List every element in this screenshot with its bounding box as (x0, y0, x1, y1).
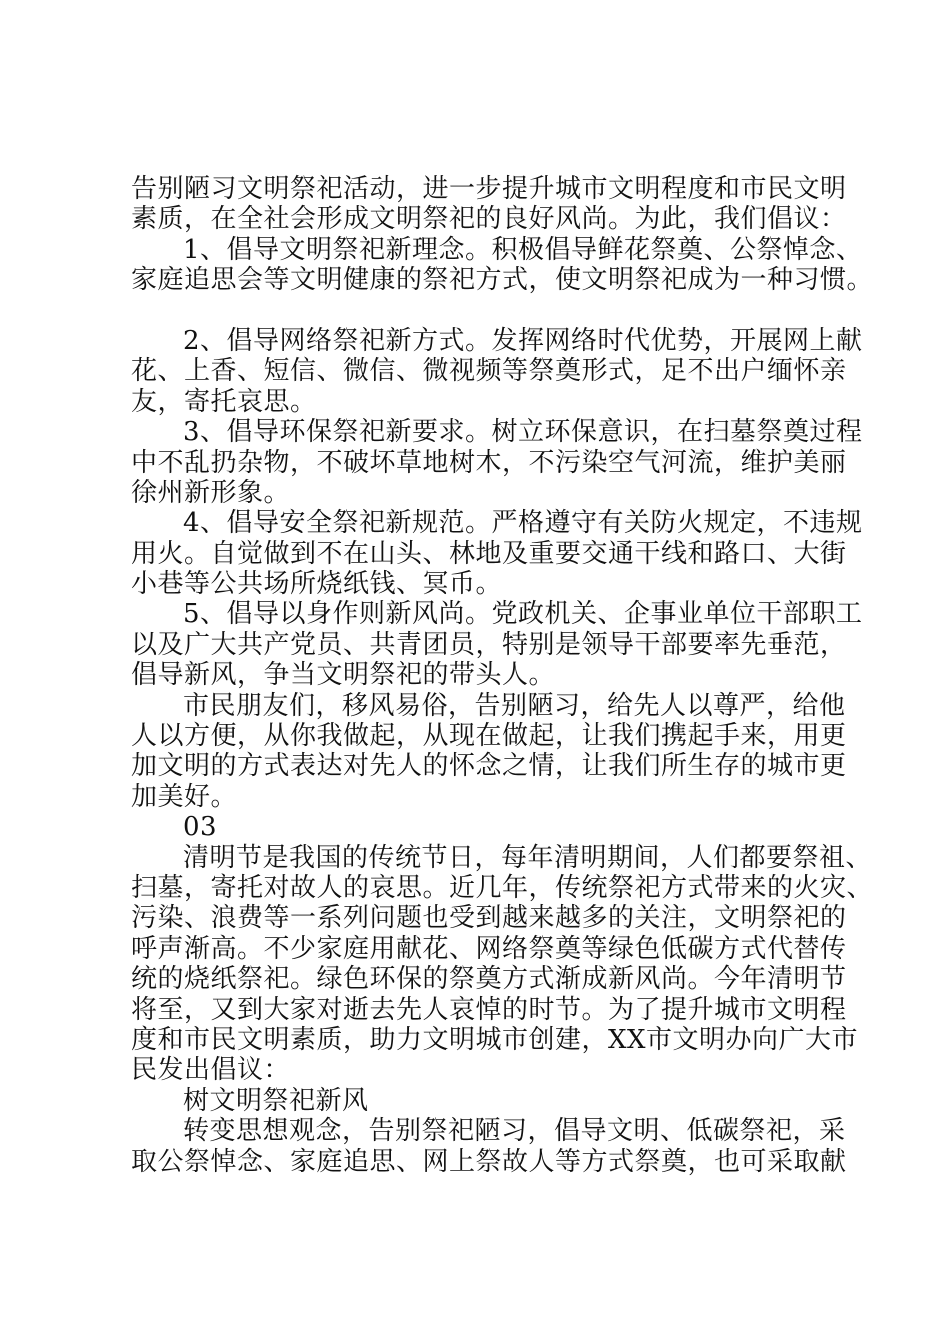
text-line: 呼声渐高。不少家庭用献花、网络祭奠等绿色低碳方式代替传 (131, 933, 847, 964)
text-line: 统的烧纸祭祀。绿色环保的祭奠方式渐成新风尚。今年清明节 (131, 964, 847, 995)
blank-line (131, 296, 851, 326)
text-line: 小巷等公共场所烧纸钱、冥币。 (131, 569, 503, 600)
text-line: 将至，又到大家对逝去先人哀悼的时节。为了提升城市文明程 (131, 994, 847, 1025)
text-line: 3、倡导环保祭祀新要求。树立环保意识，在扫墓祭奠过程 (183, 417, 863, 448)
text-line: 以及广大共产党员、共青团员，特别是领导干部要率先垂范， (131, 629, 847, 660)
text-line: 花、上香、短信、微信、微视频等祭奠形式，足不出户缅怀亲 (131, 356, 847, 387)
text-line: 转变思想观念，告别祭祀陋习，倡导文明、低碳祭祀，采 (183, 1116, 846, 1147)
text-line: 2、倡导网络祭祀新方式。发挥网络时代优势，开展网上献 (183, 325, 863, 356)
text-line: 1、倡导文明祭祀新理念。积极倡导鲜花祭奠、公祭悼念、 (183, 234, 863, 265)
text-line: 市民朋友们，移风易俗，告别陋习，给先人以尊严，给他 (183, 690, 846, 721)
text-line: 徐州新形象。 (131, 477, 291, 508)
text-line: 扫墓，寄托对故人的哀思。近几年，传统祭祀方式带来的火灾、 (131, 872, 874, 903)
text-line: 清明节是我国的传统节日，每年清明期间，人们都要祭祖、 (183, 842, 873, 873)
text-line: 加美好。 (131, 781, 238, 812)
text-line: 倡导新风，争当文明祭祀的带头人。 (131, 660, 556, 691)
text-line: 友，寄托哀思。 (131, 386, 317, 417)
text-line: 中不乱扔杂物，不破坏草地树木，不污染空气河流，维护美丽 (131, 447, 847, 478)
text-line: 用火。自觉做到不在山头、林地及重要交通干线和路口、大街 (131, 538, 847, 569)
section-heading: 树文明祭祀新风 (183, 1085, 369, 1116)
document-body (131, 174, 874, 1177)
section-number: 03 (183, 812, 218, 843)
text-line: 度和市民文明素质，助力文明城市创建，XX市文明办向广大市 (131, 1024, 859, 1055)
text-line: 取公祭悼念、家庭追思、网上祭故人等方式祭奠，也可采取献 (131, 1146, 847, 1177)
text-line: 加文明的方式表达对先人的怀念之情，让我们所生存的城市更 (131, 751, 847, 782)
text-line: 5、倡导以身作则新风尚。党政机关、企事业单位干部职工 (183, 599, 863, 630)
text-line: 人以方便，从你我做起，从现在做起，让我们携起手来，用更 (131, 721, 847, 752)
text-line: 素质，在全社会形成文明祭祀的良好风尚。为此，我们倡议： (131, 204, 847, 235)
text-line: 家庭追思会等文明健康的祭祀方式，使文明祭祀成为一种习惯。 (131, 265, 874, 296)
text-line: 污染、浪费等一系列问题也受到越来越多的关注，文明祭祀的 (131, 903, 847, 934)
text-line: 告别陋习文明祭祀活动，进一步提升城市文明程度和市民文明 (131, 174, 847, 204)
text-line: 4、倡导安全祭祀新规范。严格遵守有关防火规定，不违规 (183, 508, 863, 539)
text-line: 民发出倡议： (131, 1055, 291, 1086)
